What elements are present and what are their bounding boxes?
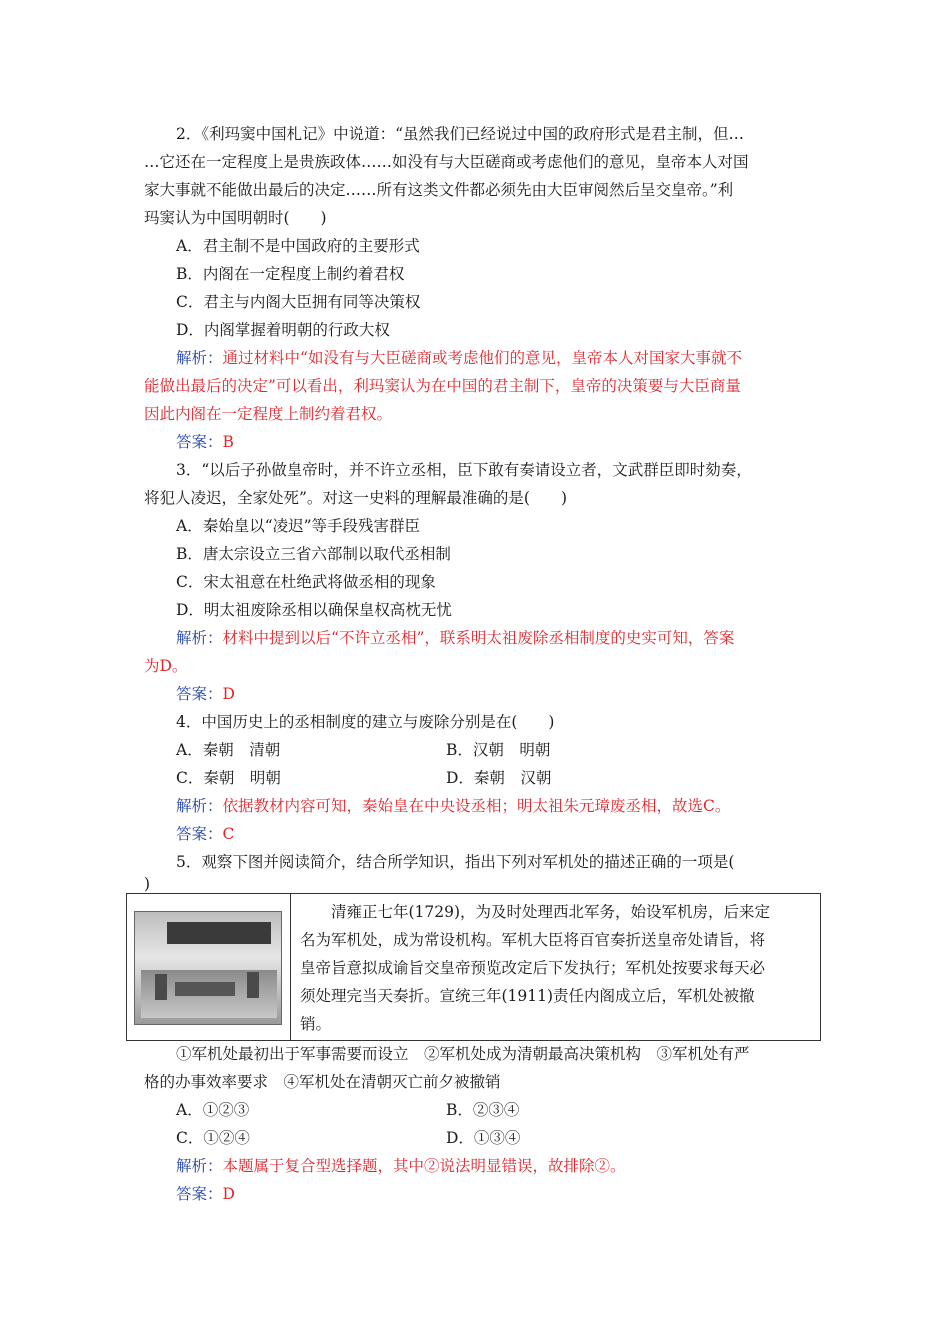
- q4-option-a: A．秦朝 清朝: [176, 741, 281, 759]
- chair-shape: [247, 972, 259, 998]
- label-prefix: 解析：: [176, 797, 223, 815]
- label-prefix: 答案：: [176, 825, 223, 843]
- q5-stem-line: ): [144, 875, 151, 893]
- label-body: B: [222, 433, 234, 451]
- q4-option-c: C．秦朝 明朝: [176, 769, 281, 787]
- q5-stem-line: 5．观察下图并阅读简介，结合所学知识，指出下列对军机处的描述正确的一项是(: [176, 853, 735, 871]
- plaque-shape: [167, 922, 271, 944]
- label-prefix: 答案：: [176, 685, 223, 703]
- figure-text-line: 须处理完当天奏折。宣统三年(1911)责任内阁成立后，军机处被撤: [300, 987, 755, 1005]
- q4-option-b: B．汉朝 明朝: [446, 741, 551, 759]
- label-body: D: [222, 685, 235, 703]
- q5-option-d: D．①③④: [446, 1129, 521, 1147]
- q2-option-b: B．内阁在一定程度上制约着君权: [176, 265, 405, 283]
- q4-option-d: D．秦朝 汉朝: [446, 769, 552, 787]
- q2-stem-line: 家大事就不能做出最后的决定……所有这类文件都必须先由大臣审阅然后呈交皇帝。”利: [144, 181, 734, 199]
- q3-analysis-line: 为D。: [144, 657, 188, 675]
- q3-option-c: C．宋太祖意在杜绝武将做丞相的现象: [176, 573, 436, 591]
- q3-option-b: B．唐太宗设立三省六部制以取代丞相制: [176, 545, 451, 563]
- figure-text-line: 清雍正七年(1729)，为及时处理西北军务，始设军机房，后来定: [300, 903, 771, 921]
- q5-option-c: C．①②④: [176, 1129, 250, 1147]
- q3-option-a: A．秦始皇以“凌迟”等手段残害群臣: [176, 517, 421, 535]
- q2-analysis-line: [176, 348, 742, 368]
- q2-stem-line: 2．《利玛窦中国札记》中说道：“虽然我们已经说过中国的政府形式是君主制，但…: [176, 125, 745, 143]
- q5-analysis: [176, 1156, 626, 1176]
- q3-option-d: D．明太祖废除丞相以确保皇权高枕无忧: [176, 601, 452, 619]
- label-body: 本题属于复合型选择题，其中②说法明显错误，故排除②。: [222, 1157, 626, 1175]
- figure-text-line: 皇帝旨意拟成谕旨交皇帝预览改定后下发执行；军机处按要求每天必: [300, 959, 766, 977]
- label-body: D: [222, 1185, 235, 1203]
- q2-option-c: C．君主与内阁大臣拥有同等决策权: [176, 293, 421, 311]
- q5-answer: [176, 1184, 235, 1204]
- q5-statements-line: ①军机处最初出于军事需要而设立 ②军机处成为清朝最高决策机构 ③军机处有严: [176, 1045, 750, 1063]
- q3-analysis-line: [176, 628, 734, 648]
- label-prefix: 解析：: [176, 349, 223, 367]
- figure-text-line: 名为军机处，成为常设机构。军机大臣将百官奏折送皇帝处请旨，将: [300, 931, 766, 949]
- q3-stem-line: 将犯人凌迟，全家处死”。对这一史料的理解最准确的是( ): [144, 489, 568, 507]
- label-body: 通过材料中“如没有与大臣磋商或考虑他们的意见，皇帝本人对国家大事就不: [222, 349, 742, 367]
- q4-analysis: [176, 796, 730, 816]
- q2-option-d: D．内阁掌握着明朝的行政大权: [176, 321, 390, 339]
- q5-option-a: A．①②③: [176, 1101, 250, 1119]
- label-body: 依据教材内容可知，秦始皇在中央设丞相；明太祖朱元璋废丞相，故选C。: [222, 797, 731, 815]
- q3-answer: [176, 684, 235, 704]
- label-body: C: [222, 825, 235, 843]
- q4-stem: 4．中国历史上的丞相制度的建立与废除分别是在( ): [176, 713, 555, 731]
- label-body: 材料中提到以后“不许立丞相”，联系明太祖废除丞相制度的史实可知，答案: [222, 629, 735, 647]
- q2-analysis-line: 因此内阁在一定程度上制约着君权。: [144, 405, 393, 423]
- label-prefix: 答案：: [176, 433, 223, 451]
- q4-answer: [176, 824, 234, 844]
- q2-stem-line: …它还在一定程度上是贵族政体……如没有与大臣磋商或考虑他们的意见，皇帝本人对国: [144, 153, 749, 171]
- desk-shape: [175, 982, 235, 996]
- q5-statements-line: 格的办事效率要求 ④军机处在清朝灭亡前夕被撤销: [144, 1073, 501, 1091]
- q2-option-a: A．君主制不是中国政府的主要形式: [176, 237, 420, 255]
- q5-option-b: B．②③④: [446, 1101, 520, 1119]
- figure-divider: [290, 893, 291, 1041]
- label-prefix: 答案：: [176, 1185, 223, 1203]
- grand-council-photo: [134, 911, 282, 1025]
- figure-text-line: 销。: [300, 1015, 332, 1033]
- label-prefix: 解析：: [176, 1157, 223, 1175]
- q2-stem-line: 玛窦认为中国明朝时( ): [144, 209, 327, 227]
- q2-answer: [176, 432, 234, 452]
- chair-shape: [155, 974, 167, 1000]
- label-prefix: 解析：: [176, 629, 223, 647]
- q3-stem-line: 3．“以后子孙做皇帝时，并不许立丞相，臣下敢有奏请设立者，文武群臣即时劾奏，: [176, 461, 752, 479]
- q2-analysis-line: 能做出最后的决定”可以看出，利玛窦认为在中国的君主制下，皇帝的决策要与大臣商量: [144, 377, 741, 395]
